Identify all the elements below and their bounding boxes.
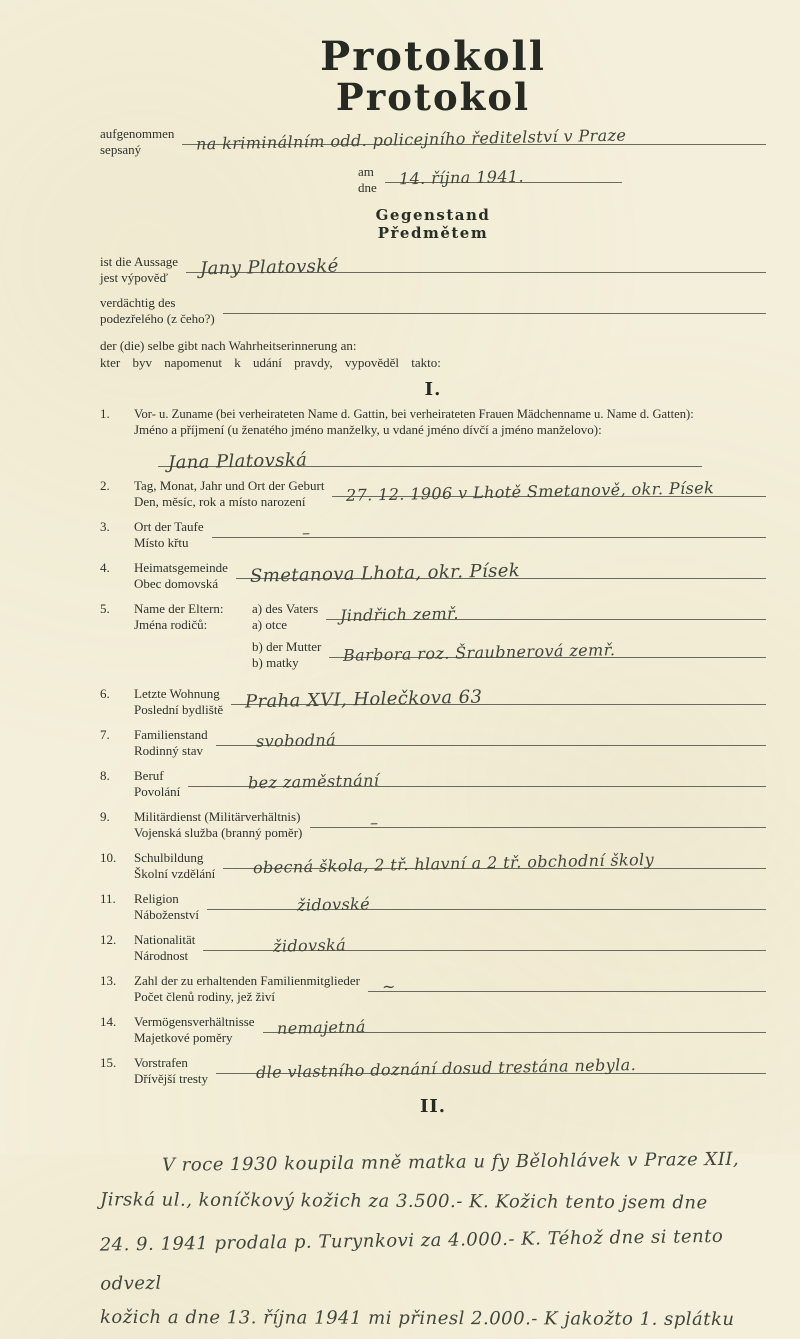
label-verdaechtig-cs: podezřelého (z čeho?) [100,311,215,326]
item-label-de: Zahl der zu erhaltenden Familienmitglieder [134,973,360,988]
item-6-value: Praha XVI, Holečkova 63 [244,686,483,713]
item-11-value: židovské [296,894,371,915]
item-3-line [212,519,766,543]
item-10-value: obecná škola, 2 tř. hlavní a 2 tř. obchodní školy [253,849,655,878]
suspected-of-line [223,295,766,314]
item-label-de: Vor- u. Zuname (bei verheirateten Name d. Gattin, bei verheirateten Frauen Mädchenname u. Name d. Gatten): [134,407,694,421]
item-number: 9. [100,809,110,824]
item-number: 3. [100,519,110,534]
item-5a-value: Jindřich zemř. [339,603,460,626]
item-13-value: ~ [381,976,396,997]
recorded-at-value: na kriminálním odd. policejního ředitelství v Praze [196,125,627,154]
item-label-cs: Jméno a příjmení (u ženatého jméno manželky, u vdané jméno dívčí a jméno manželovo): [134,422,602,437]
item-8-value: bez zaměstnání [248,770,380,793]
item-4-value: Smetanova Lhota, okr. Písek [249,560,521,587]
statement-of-value: Jany Platovské [199,255,339,280]
item-9-value: – [370,812,379,833]
item-15-value: dle vlastního doznání dosud trestána nebyla. [255,1055,637,1082]
item-label-cs: Počet členů rodiny, jež živí [134,989,276,1004]
item-11-line [207,891,766,915]
item-number: 1. [100,406,110,421]
item-label-de: Name der Eltern: [134,601,224,616]
item-label-cs: Vojenská služba (branný poměr) [134,825,303,840]
title-czech: Protokol [335,75,531,119]
statement-line: V roce 1930 koupila mně matka u fy Bělohlávek v Praze XII, [161,1148,740,1176]
label-am-de: am [358,164,374,179]
item-label-cs: Jména rodičů: [134,617,208,632]
item-1-name [100,406,766,474]
section-1-heading: I. [424,379,442,400]
item-2-birth [100,478,766,510]
truth-admonition-cs: kter byv napomenut k udání pravdy, vypověděl takto: [100,355,441,370]
item-label-cs: Povolání [134,784,181,799]
sub-label-cs: b) matky [252,655,299,670]
subject-heading-de: Gegenstand [375,206,491,224]
section-2-statement [100,1143,766,1338]
item-13-family-members [100,973,766,1005]
statement-line: Jirská ul., koníčkový kožich za 3.500.- K. Kožich tento jsem dne [99,1189,708,1214]
item-1-value: Jana Platovská [167,449,308,474]
item-5b-line [329,639,766,665]
section-2-heading: II. [419,1096,447,1117]
item-number: 11. [100,891,116,906]
item-1-line [158,442,702,474]
item-10-line [223,849,766,878]
field-suspected-of [100,295,766,327]
item-11-religion [100,891,766,923]
item-label-cs: Národnost [134,948,189,963]
item-label-de: Tag, Monat, Jahr und Ort der Geburt [134,478,325,493]
item-3-baptism [100,519,766,551]
item-2-line [332,478,766,505]
item-4-home-municipality [100,560,766,592]
item-number: 14. [100,1014,117,1029]
item-number: 15. [100,1055,117,1070]
item-label-cs: Poslední bydliště [134,702,224,717]
item-7-line [216,727,766,751]
label-verdaechtig-de: verdächtig des [100,295,176,310]
item-label-de: Militärdienst (Militärverhältnis) [134,809,301,824]
subject-heading-cs: Předmětem [377,224,489,242]
item-label-de: Familienstand [134,727,208,742]
item-number: 8. [100,768,110,783]
item-label-de: Nationalität [134,932,196,947]
item-label-cs: Rodinný stav [134,743,203,758]
item-5a-line [326,601,766,626]
sub-label-de: a) des Vaters [252,601,319,616]
recorded-at-line [182,125,766,154]
item-number: 13. [100,973,117,988]
statement-line: 24. 9. 1941 prodala p. Turynkovi za 4.000.- K. Téhož dne si tento odvezl [99,1225,724,1295]
item-7-marital-status [100,727,766,759]
item-6-line [231,686,766,713]
item-label-de: Schulbildung [134,850,204,865]
item-8-line [188,768,766,793]
item-number: 4. [100,560,110,575]
label-aufgenommen-de: aufgenommen [100,126,175,141]
item-2-value: 27. 12. 1906 v Lhotě Smetanově, okr. Písek [346,478,715,505]
item-14-assets [100,1014,766,1046]
item-7-value: svobodná [255,730,336,751]
item-5-parents [100,601,766,677]
item-13-line [368,973,766,997]
item-label-de: Heimatsgemeinde [134,560,228,575]
item-label-de: Letzte Wohnung [134,686,220,701]
sub-label-de: b) der Mutter [252,639,322,654]
item-6-last-residence [100,686,766,718]
item-number: 2. [100,478,110,493]
item-12-value: židovská [273,935,347,956]
item-5b-mother [252,639,766,671]
item-label-de: Ort der Taufe [134,519,204,534]
item-9-military-service [100,809,766,841]
field-recorded-at [100,126,766,158]
field-date [358,164,622,196]
subject-heading [100,206,766,242]
item-label-cs: Dřívější tresty [134,1071,209,1086]
item-15-line [216,1055,766,1082]
item-label-de: Beruf [134,768,164,783]
item-label-cs: Školní vzdělání [134,866,216,881]
item-14-line [263,1014,766,1038]
item-number: 6. [100,686,110,701]
sub-label-cs: a) otce [252,617,288,632]
item-10-education [100,850,766,882]
truth-admonition-de: der (die) selbe gibt nach Wahrheitserinnerung an: [100,338,357,353]
item-number: 10. [100,850,117,865]
item-label-cs: Místo křtu [134,535,189,550]
truth-admonition [100,337,766,371]
item-label-de: Vermögensverhältnisse [134,1014,255,1029]
label-aussage-cs: jest výpověď [100,270,168,285]
item-4-line [236,560,766,587]
item-9-line [310,809,766,833]
item-number: 7. [100,727,110,742]
statement-of-line [186,254,766,280]
item-label-cs: Den, měsíc, rok a místo narození [134,494,306,509]
item-number: 12. [100,932,117,947]
date-value: 14. října 1941. [398,166,524,189]
item-label-de: Vorstrafen [134,1055,188,1070]
item-12-line [203,932,766,956]
item-14-value: nemajetná [276,1017,366,1038]
title-german: Protokoll [320,33,546,80]
item-label-cs: Obec domovská [134,576,219,591]
label-aussage-de: ist die Aussage [100,254,178,269]
item-5a-father [252,601,766,633]
item-8-profession [100,768,766,800]
field-statement-of [100,254,766,286]
statement-line: kožich a dne 13. října 1941 mi přinesl 2.000.- K jakožto 1. splátku [99,1306,735,1331]
item-label-de: Religion [134,891,179,906]
item-label-cs: Majetkové poměry [134,1030,233,1045]
label-am-cs: dne [358,180,377,195]
label-aufgenommen-cs: sepsaný [100,142,142,157]
item-12-nationality [100,932,766,964]
item-3-value: – [301,522,311,543]
item-number: 5. [100,601,110,616]
item-15-prior-convictions [100,1055,766,1087]
date-line [385,164,622,189]
item-5b-value: Barbora roz. Šraubnerová zemř. [343,640,616,665]
item-label-cs: Náboženství [134,907,199,922]
